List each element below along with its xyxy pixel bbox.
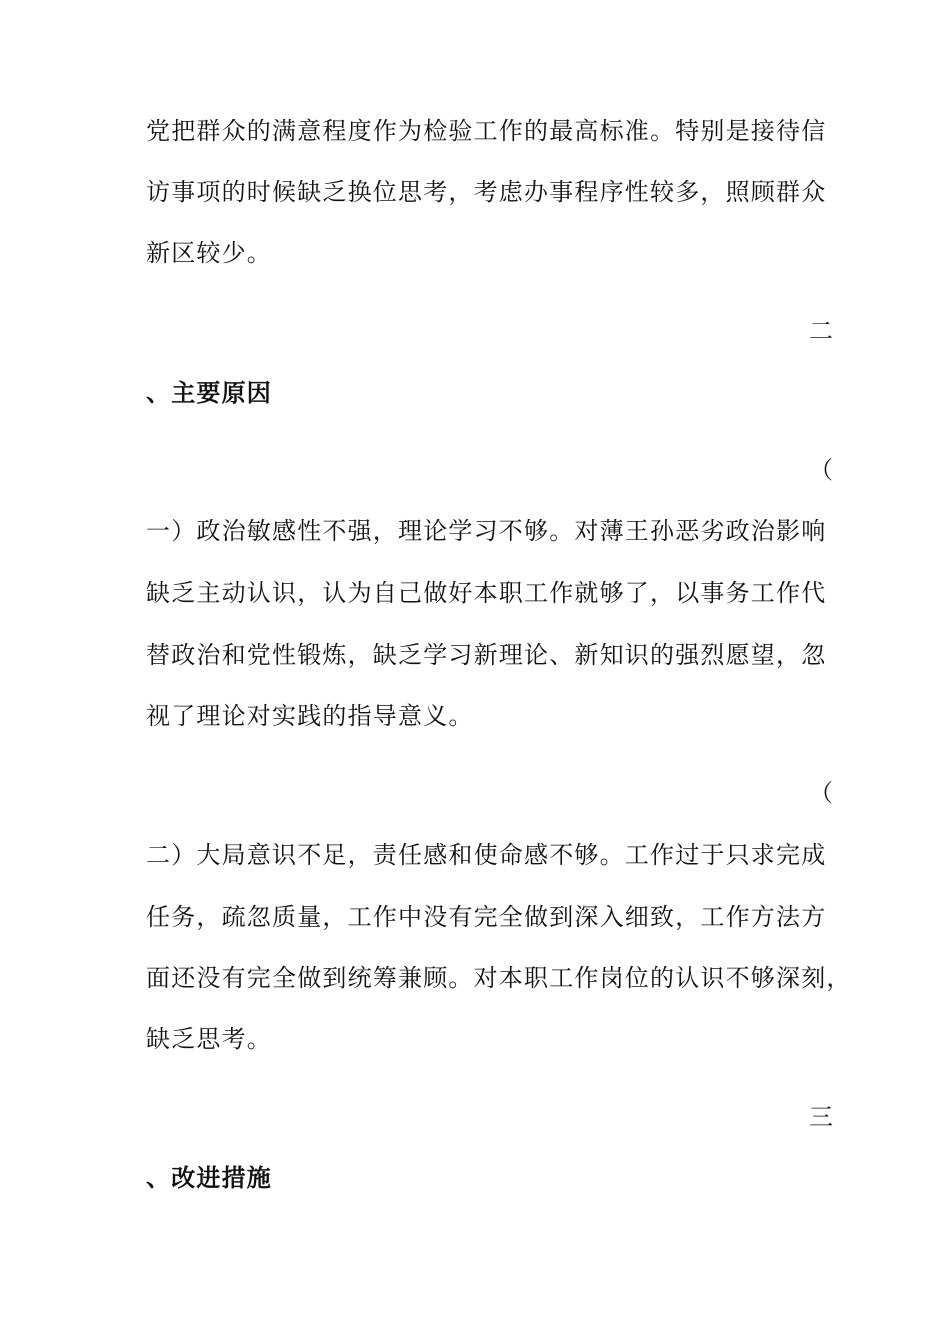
item-2-line: 缺乏思考。 <box>146 1025 272 1053</box>
item-2-line: 面还没有完全做到统筹兼顾。对本职工作岗位的认识不够深刻， <box>146 964 852 992</box>
item-1-open-paren: （ <box>809 456 833 484</box>
paragraph-line: 新区较少。 <box>146 239 272 267</box>
section-number-3: 三 <box>809 1103 833 1131</box>
section-heading-3: 、改进措施 <box>146 1164 272 1192</box>
item-2-open-paren: （ <box>809 779 833 807</box>
item-2-line: 任务，疏忽质量，工作中没有完全做到深入细致，工作方法方 <box>146 903 827 931</box>
item-1-line: 缺乏主动认识，认为自己做好本职工作就够了，以事务工作代 <box>146 579 827 607</box>
paragraph-line: 党把群众的满意程度作为检验工作的最高标准。特别是接待信 <box>146 117 827 145</box>
item-1-line: 视了理论对实践的指导意义。 <box>146 702 474 730</box>
item-2-line: 二）大局意识不足，责任感和使命感不够。工作过于只求完成 <box>146 841 827 869</box>
item-1-line: 替政治和党性锻炼，缺乏学习新理论、新知识的强烈愿望，忽 <box>146 641 827 669</box>
section-heading-2: 、主要原因 <box>146 379 272 407</box>
section-number-2: 二 <box>809 317 833 345</box>
paragraph-line: 访事项的时候缺乏换位思考，考虑办事程序性较多，照顾群众 <box>146 178 827 206</box>
item-1-line: 一）政治敏感性不强，理论学习不够。对薄王孙恶劣政治影响 <box>146 517 827 545</box>
